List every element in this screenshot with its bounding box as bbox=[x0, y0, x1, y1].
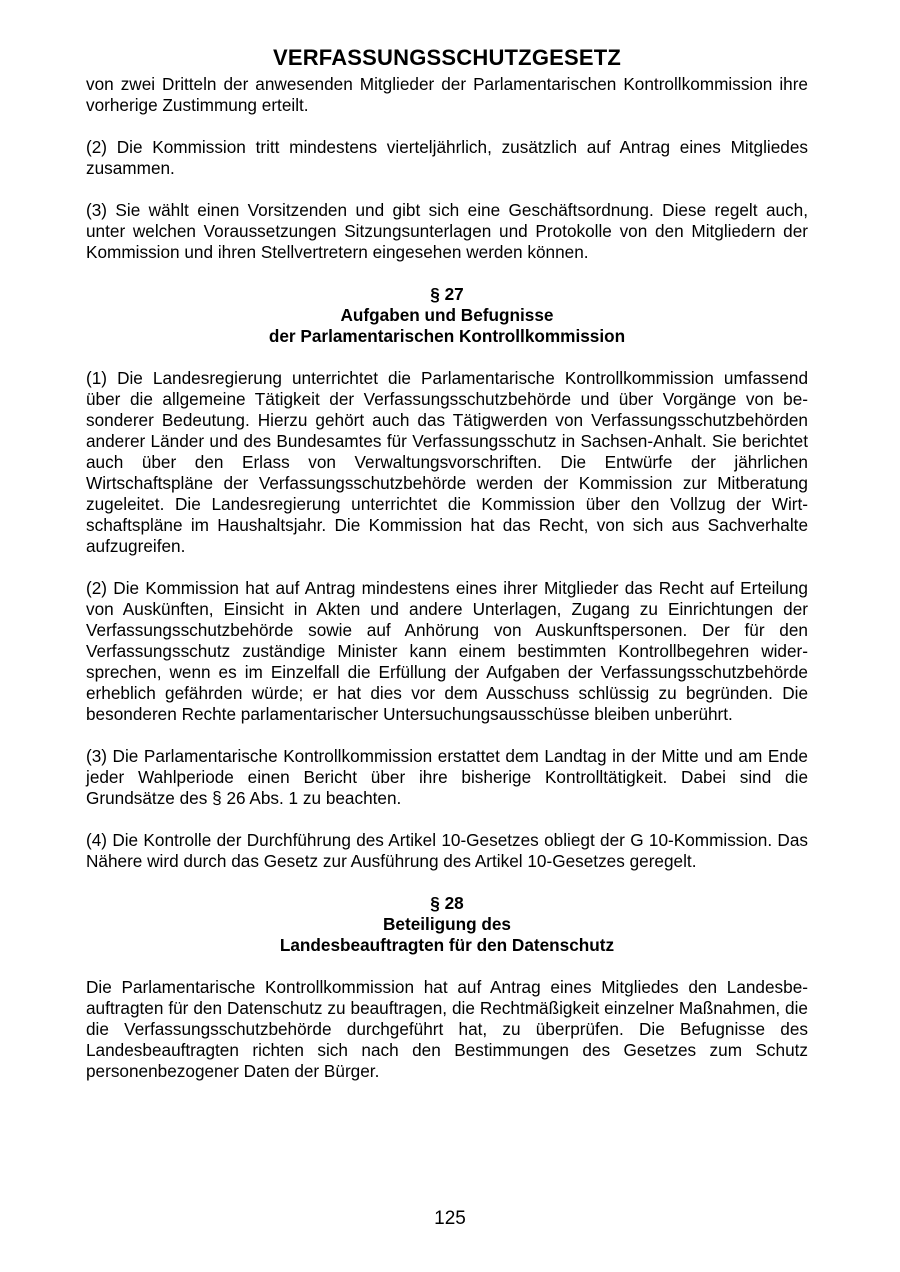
section-28-heading bbox=[86, 893, 808, 956]
paragraph-28: Die Parlamentarische Kontrollkommission hat auf Antrag eines Mitgliedes den Landesbeauftragten für den Datenschutz zu beauftragen, die Rechtmäßigkeit einzelner Maßnahmen, die die Verfassungsschutzbehörde durchgeführt hat, zu überprüfen. Die Befugnisse des Landesbeauftragten richten sich nach den Bestimmungen des Gesetzes zum Schutz personenbezogener Daten der Bürger. bbox=[86, 977, 808, 1081]
section-28-number: § 28 bbox=[430, 893, 464, 913]
paragraph-27-1: (1) Die Landesregierung unterrichtet die Parlamentarische Kontrollkommission umfassend über die allgemeine Tätigkeit der Verfassungsschutzbehörde und über Vorgänge von besonderer Bedeutung. Hierzu gehört auch das Tätigwerden von Verfassungsschutzbehörden anderer Länder und des Bundesamtes für Verfassungsschutz in Sachsen-Anhalt. Sie berichtet auch über den Erlass von Verwaltungsvorschriften. Die Entwürfe der jährlichen Wirtschaftspläne der Verfassungsschutzbehörde werden der Kommission zur Mitberatung zugeleitet. Die Landesregierung unterrichtet die Kommission über den Vollzug der Wirtschaftspläne im Haushaltsjahr. Die Kommission hat das Recht, von sich aus Sachverhalte aufzugreifen. bbox=[86, 368, 808, 556]
paragraph-27-4: (4) Die Kontrolle der Durchführung des Artikel 10-Gesetzes obliegt der G 10-Kommission. Das Nähere wird durch das Gesetz zur Ausführung des Artikel 10-Gesetzes geregelt. bbox=[86, 830, 808, 871]
section-27-title-line1: Aufgaben und Befugnisse bbox=[340, 305, 554, 325]
paragraph-26-3: (3) Sie wählt einen Vorsitzenden und gibt sich eine Geschäftsordnung. Diese regelt auch, unter welchen Voraussetzungen Sitzungsunterlagen und Protokolle von den Mitgliedern der Kommission und ihren Stellvertretern eingesehen werden können. bbox=[86, 200, 808, 262]
paragraph-27-2: (2) Die Kommission hat auf Antrag mindestens eines ihrer Mitglieder das Recht auf Erteilung von Auskünften, Einsicht in Akten und andere Unterlagen, Zugang zu Einrichtungen der Verfassungsschutzbehörde sowie auf Anhörung von Auskunftspersonen. Der für den Verfassungsschutz zuständige Minister kann einem bestimmten Kontrollbegehren widersprechen, wenn es im Einzelfall die Erfüllung der Aufgaben der Verfassungsschutzbehörde erheblich gefährden würde; er hat dies vor dem Ausschuss schlüssig zu begründen. Die besonderen Rechte parlamentarischer Untersuchungsausschüsse bleiben unberührt. bbox=[86, 578, 808, 724]
section-28-title-line1: Beteiligung des bbox=[383, 914, 511, 934]
section-28-title-line2: Landesbeauftragten für den Datenschutz bbox=[279, 935, 615, 955]
document-page bbox=[86, 44, 808, 1103]
paragraph-continuation: von zwei Dritteln der anwesenden Mitglieder der Parlamentarischen Kontrollkommission ihre vorherige Zustimmung erteilt. bbox=[86, 74, 808, 115]
section-27-title-line2: der Parlamentarischen Kontrollkommission bbox=[268, 326, 626, 346]
paragraph-27-3: (3) Die Parlamentarische Kontrollkommission erstattet dem Landtag in der Mitte und am Ende jeder Wahlperiode einen Bericht über ihre bisherige Kontrolltätigkeit. Dabei sind die Grundsätze des § 26 Abs. 1 zu beachten. bbox=[86, 746, 808, 808]
paragraph-26-2: (2) Die Kommission tritt mindestens vierteljährlich, zusätzlich auf Antrag eines Mitgliedes zusammen. bbox=[86, 137, 808, 178]
page-title: VERFASSUNGSSCHUTZGESETZ bbox=[272, 45, 622, 70]
page-number: 125 bbox=[434, 1208, 466, 1229]
section-27-number: § 27 bbox=[430, 284, 464, 304]
section-27-heading bbox=[86, 284, 808, 347]
